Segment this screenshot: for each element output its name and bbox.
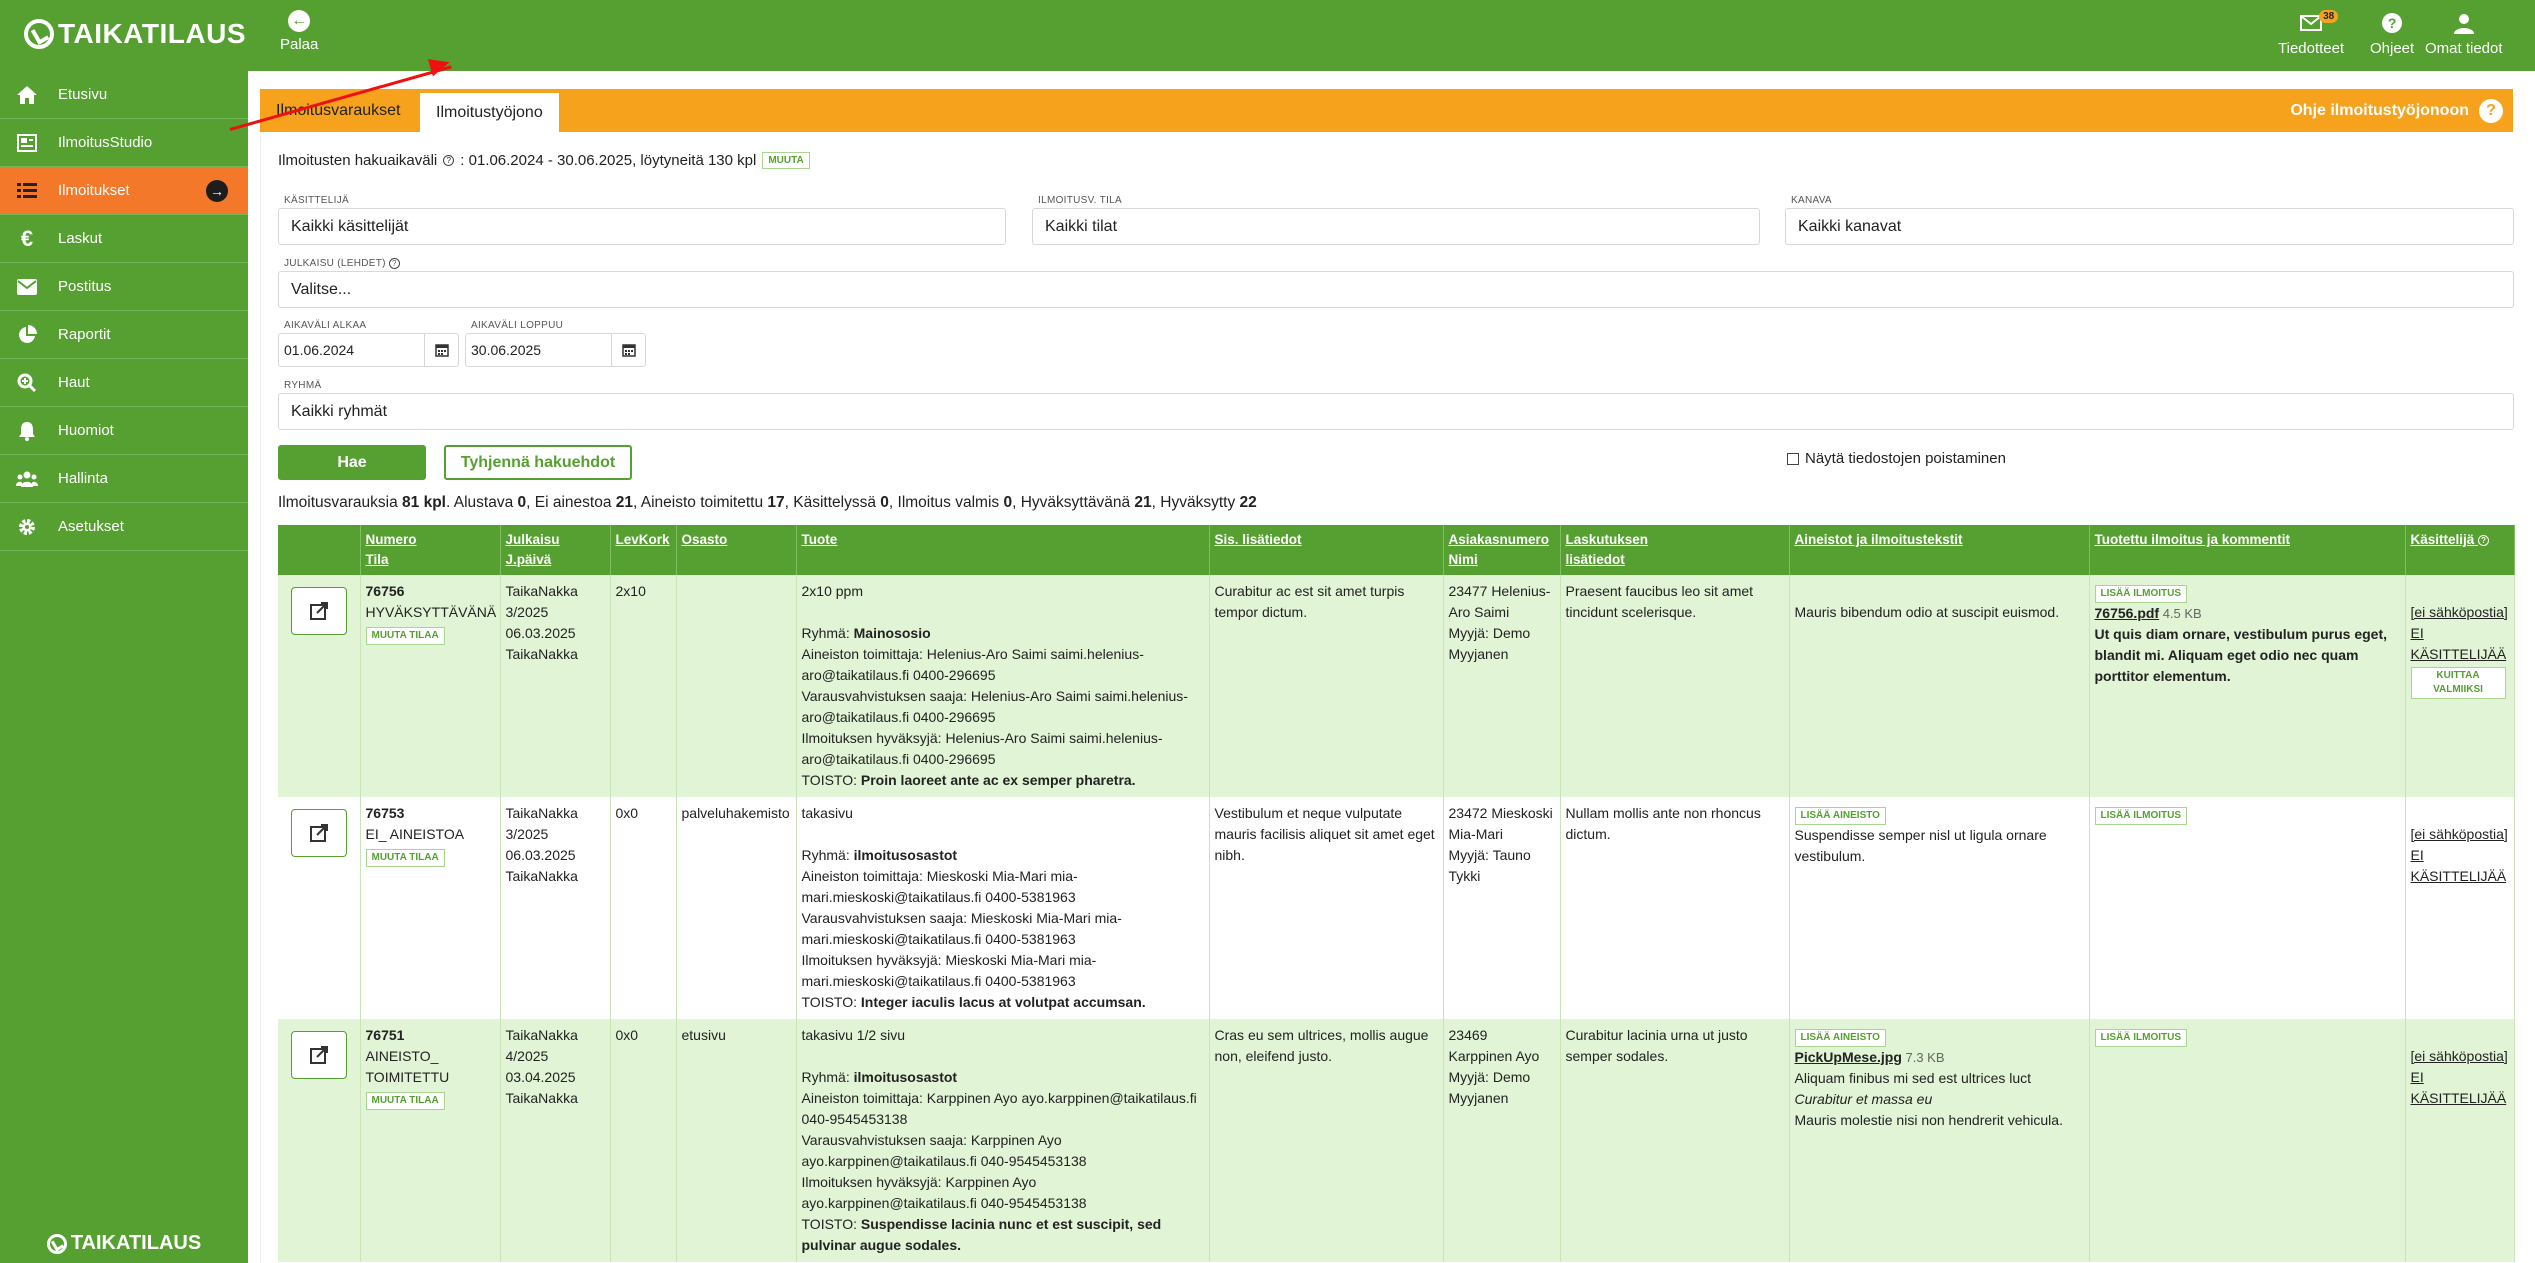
table-row: 76751 AINEISTO_ TOIMITETTU MUUTA TILAA TaikaNakka 4/2025 03.04.2025 TaikaNakka 0x0 etusivu takasivu 1/2 sivu Ryhmä: ilmoitusosastot Aineiston toimittaja: Karppinen Ayo ayo.karppinen@taikatilaus.fi 040-9545453138 Varausvahvistuksen saaja: Karppinen Ayo ayo.karppinen@taikatilaus.fi 040-9545453138 Ilmoituksen hyväksyjä: Karppinen Ayo ayo.karppinen@taikatilaus.fi 040-9545453138 TOISTO: Suspendisse lacinia nunc et est suscipit, sed pulvinar augue sodales. Cras eu sem ultrices, mollis augue non, eleifend justo. 23469 Karppinen Ayo Myyjä: Demo Myyjanen Curabitur lacinia urna ut justo semper sodales. LISÄÄ AINEISTO PickUpMese.jpg 7.3 KB Aliquam finibus mi sed est ultrices luct Curabitur et massa eu Mauris molestie nisi non hendrerit vehicula. LISÄÄ ILMOITUS [ei sähköpostia] EI KÄSITTELIJÄÄ — [278, 1019, 2514, 1262]
sidebar-item-label: Haut — [58, 374, 90, 391]
sidebar-item-huomiot[interactable] — [0, 407, 248, 455]
group-filter — [278, 380, 2514, 430]
col-numero[interactable]: Numero Tila — [360, 525, 500, 575]
row-materials: LISÄÄ AINEISTO Suspendisse semper nisl ut ligula ornare vestibulum. — [1789, 797, 2089, 1019]
publication-filter — [278, 258, 2514, 308]
row-section: etusivu — [676, 1019, 796, 1262]
table-row: 76753 EI_ AINEISTOA MUUTA TILAA TaikaNakka 3/2025 06.03.2025 TaikaNakka 0x0 palveluhakemisto takasivu Ryhmä: ilmoitusosastot Aineiston toimittaja: Mieskoski Mia-Mari mia-mari.mieskoski@taikatilaus.fi 0400-5381963 Varausvahvistuksen saaja: Mieskoski Mia-Mari mia-mari.mieskoski@taikatilaus.fi 0400-5381963 Ilmoituksen hyväksyjä: Mieskoski Mia-Mari mia-mari.mieskoski@taikatilaus.fi 0400-5381963 TOISTO: Integer iaculis lacus at volutpat accumsan. Vestibulum et neque vulputate mauris facilisis aliquet sit amet eget nibh. 23472 Mieskoski Mia-Mari Myyjä: Tauno Tykki Nullam mollis ante non rhoncus dictum. LISÄÄ AINEISTO Suspendisse semper nisl ut ligula ornare vestibulum. LISÄÄ ILMOITUS [ei sähköpostia] EI KÄSITTELIJÄÄ — [278, 797, 2514, 1019]
row-handler — [2405, 797, 2514, 1019]
open-external-icon[interactable] — [291, 1031, 347, 1079]
row-billing: Curabitur lacinia urna ut justo semper sodales. — [1560, 1019, 1789, 1262]
col-tuotettu[interactable]: Tuotettu ilmoitus ja kommentit — [2089, 525, 2405, 575]
end-date-filter — [465, 320, 646, 367]
start-date-label: AIKAVÄLI ALKAA — [284, 320, 367, 331]
top-bar — [0, 0, 2535, 71]
sidebar-item-label: IlmoitusStudio — [58, 134, 153, 151]
sidebar-item-ilmoitusstudio[interactable] — [0, 119, 248, 167]
euro-icon: € — [20, 225, 34, 251]
sidebar-item-raportit[interactable] — [0, 311, 248, 359]
calendar-icon[interactable] — [611, 334, 645, 366]
col-open — [278, 525, 360, 575]
arrow-right-icon: → — [206, 180, 228, 202]
end-date-input[interactable] — [465, 333, 646, 367]
sidebar-item-label: Asetukset — [58, 518, 124, 535]
tab-ilmoitusvaraukset[interactable]: Ilmoitusvaraukset — [276, 102, 401, 119]
back-label: Palaa — [280, 36, 319, 53]
row-size: 0x0 — [610, 1019, 676, 1262]
search-icon — [16, 372, 38, 394]
file-link[interactable]: 76756.pdf — [2094, 605, 2160, 621]
sidebar-item-label: Hallinta — [58, 470, 109, 487]
main-content — [260, 132, 2513, 1263]
tab-bar — [260, 89, 2513, 132]
sidebar — [0, 71, 248, 1263]
change-status-button[interactable]: MUUTA TILAA — [366, 849, 445, 867]
logo-mark-icon — [24, 19, 54, 49]
row-product: takasivu Ryhmä: ilmoitusosastot Aineiston toimittaja: Mieskoski Mia-Mari mia-mari.mieskoski@taikatilaus.fi 0400-5381963 Varausvahvistuksen saaja: Mieskoski Mia-Mari mia-mari.mieskoski@taikatilaus.fi 0400-5381963 Ilmoituksen hyväksyjä: Mieskoski Mia-Mari mia-mari.mieskoski@taikatilaus.fi 0400-5381963 TOISTO: Integer iaculis lacus at volutpat accumsan. — [796, 797, 1209, 1019]
status-summary: Ilmoitusvarauksia 81 kpl. Alustava 0, Ei ainestoa 21, Aineisto toimitettu 17, Käsittelyssä 0, Ilmoitus valmis 0, Hyväksyttävänä 21, Hyväksytty 22 — [278, 494, 1257, 511]
row-product: takasivu 1/2 sivu Ryhmä: ilmoitusosastot Aineiston toimittaja: Karppinen Ayo ayo.karppinen@taikatilaus.fi 040-9545453138 Varausvahvistuksen saaja: Karppinen Ayo ayo.karppinen@taikatilaus.fi 040-9545453138 Ilmoituksen hyväksyjä: Karppinen Ayo ayo.karppinen@taikatilaus.fi 040-9545453138 TOISTO: Suspendisse lacinia nunc et est suscipit, sed pulvinar augue sodales. — [796, 1019, 1209, 1262]
calendar-icon[interactable] — [424, 334, 458, 366]
mark-done-button[interactable]: KUITTAA VALMIIKSI — [2411, 667, 2506, 699]
profile-label: Omat tiedot — [2425, 40, 2503, 57]
users-icon — [16, 468, 38, 490]
info-icon[interactable]: ? — [2478, 535, 2489, 546]
add-ad-button[interactable]: LISÄÄ ILMOITUS — [2095, 585, 2188, 603]
col-asiakas[interactable]: Asiakasnumero Nimi — [1443, 525, 1560, 575]
clear-filters-button[interactable]: Tyhjennä hakuehdot — [444, 445, 632, 480]
notifications-count-badge: 38 — [2319, 10, 2338, 23]
help-label: Ohjeet — [2370, 40, 2415, 57]
change-status-button[interactable]: MUUTA TILAA — [366, 1092, 445, 1110]
row-produced: LISÄÄ ILMOITUS 76756.pdf 4.5 KB Ut quis diam ornare, vestibulum purus eget, blandit mi. Aliquam eget odio nec quam porttitor elementum. — [2089, 575, 2405, 797]
range-value: : 01.06.2024 - 30.06.2025, löytyneitä 130 kpl — [460, 152, 757, 169]
envelope-icon — [16, 276, 38, 298]
notifications-label: Tiedotteet — [2278, 40, 2345, 57]
search-range — [278, 152, 810, 169]
add-ad-button[interactable]: LISÄÄ ILMOITUS — [2095, 1029, 2188, 1047]
show-deleted-checkbox[interactable] — [1787, 453, 1799, 465]
work-queue-table — [278, 525, 2515, 1262]
sidebar-item-label: Etusivu — [58, 86, 108, 103]
row-section: palveluhakemisto — [676, 797, 796, 1019]
assign-handler-link[interactable]: EI KÄSITTELIJÄÄ — [2410, 847, 2507, 884]
end-date-value: 30.06.2025 — [471, 342, 542, 358]
table-row: 76756 HYVÄKSYTTÄVÄNÄ MUUTA TILAA TaikaNakka 3/2025 06.03.2025 TaikaNakka 2x10 2x10 ppm Ryhmä: Mainososio Aineiston toimittaja: Helenius-Aro Saimi saimi.helenius-aro@taikatilaus.fi 0400-296695 Varausvahvistuksen saaja: Helenius-Aro Saimi saimi.helenius-aro@taikatilaus.fi 0400-296695 Ilmoituksen hyväksyjä: Helenius-Aro Saimi saimi.helenius-aro@taikatilaus.fi 0400-296695 TOISTO: Proin laoreet ante ac ex semper pharetra. Curabitur ac est sit amet turpis tempor dictum. 23477 Helenius-Aro Saimi Myyjä: Demo Myyjanen Praesent faucibus leo sit amet tincidunt scelerisque. Mauris bibendum odio at suscipit euismod. LISÄÄ ILMOITUS 76756.pdf 4.5 KB Ut quis diam ornare, vestibulum purus eget, blandit mi. Aliquam eget odio nec quam porttitor elementum. [ei sähköpostia] EI KÄSITTELIJÄÄ KUITTAA VALMIIKSI — [278, 575, 2514, 797]
show-deleted-toggle[interactable] — [1787, 450, 2006, 467]
channel-label: KANAVA — [1791, 195, 1832, 206]
question-icon: ? — [2479, 99, 2503, 123]
sidebar-item-asetukset[interactable] — [0, 503, 248, 551]
row-number: 76753 — [365, 805, 405, 821]
row-materials: LISÄÄ AINEISTO PickUpMese.jpg 7.3 KB Aliquam finibus mi sed est ultrices luct Curabitur et massa eu Mauris molestie nisi non hendrerit vehicula. — [1789, 1019, 2089, 1262]
group-label: RYHMÄ — [284, 380, 322, 391]
sidebar-item-etusivu[interactable] — [0, 71, 248, 119]
sidebar-item-haut[interactable] — [0, 359, 248, 407]
sidebar-item-hallinta[interactable] — [0, 455, 248, 503]
row-status: AINEISTO_ TOIMITETTU — [365, 1048, 450, 1085]
sidebar-footer-logo — [0, 1232, 248, 1255]
assign-handler-link[interactable]: EI KÄSITTELIJÄÄ — [2410, 1069, 2507, 1106]
row-billing: Praesent faucibus leo sit amet tincidunt scelerisque. — [1560, 575, 1789, 797]
sidebar-item-ilmoitukset[interactable] — [0, 167, 248, 215]
notifications-button[interactable] — [2278, 10, 2344, 57]
sidebar-item-label: Raportit — [58, 326, 111, 343]
col-kasittelija[interactable]: Käsittelijä ? — [2405, 525, 2514, 575]
arrow-left-icon: ← — [288, 10, 310, 32]
user-icon — [2425, 10, 2503, 36]
row-customer: 23472 Mieskoski Mia-Mari Myyjä: Tauno Tykki — [1443, 797, 1560, 1019]
file-link[interactable]: PickUpMese.jpg — [1794, 1049, 1902, 1065]
change-status-button[interactable]: MUUTA TILAA — [366, 627, 445, 645]
row-produced — [2089, 1019, 2405, 1262]
add-ad-button[interactable]: LISÄÄ ILMOITUS — [2095, 807, 2188, 825]
handler-filter — [278, 195, 1006, 245]
row-notes: Vestibulum et neque vulputate mauris facilisis aliquet sit amet eget nibh. — [1209, 797, 1443, 1019]
handler-email-link[interactable]: [ei sähköpostia] — [2410, 604, 2508, 620]
bell-icon — [16, 420, 38, 442]
row-size: 2x10 — [610, 575, 676, 797]
row-status: HYVÄKSYTTÄVÄNÄ — [365, 604, 497, 620]
show-deleted-label: Näytä tiedostojen poistaminen — [1805, 450, 2006, 467]
start-date-input[interactable] — [278, 333, 459, 367]
status-label: ILMOITUSV. TILA — [1038, 195, 1122, 206]
row-billing: Nullam mollis ante non rhoncus dictum. — [1560, 797, 1789, 1019]
brand-logo[interactable] — [24, 18, 246, 50]
sidebar-item-label: Ilmoitukset — [58, 182, 130, 199]
open-external-icon[interactable] — [291, 809, 347, 857]
row-section — [676, 575, 796, 797]
info-icon[interactable]: ? — [443, 155, 454, 166]
row-product: 2x10 ppm Ryhmä: Mainososio Aineiston toimittaja: Helenius-Aro Saimi saimi.helenius-aro@taikatilaus.fi 0400-296695 Varausvahvistuksen saaja: Helenius-Aro Saimi saimi.helenius-aro@taikatilaus.fi 0400-296695 Ilmoituksen hyväksyjä: Helenius-Aro Saimi saimi.helenius-aro@taikatilaus.fi 0400-296695 TOISTO: Proin laoreet ante ac ex semper pharetra. — [796, 575, 1209, 797]
open-external-icon[interactable] — [291, 587, 347, 635]
end-date-label: AIKAVÄLI LOPPUU — [471, 320, 564, 331]
row-number: 76756 — [365, 583, 405, 599]
add-material-button[interactable]: LISÄÄ AINEISTO — [1795, 807, 1886, 825]
footer-brand-name: TAIKATILAUS — [70, 1232, 202, 1254]
comment-text: Ut quis diam ornare, vestibulum purus eget, blandit mi. Aliquam eget odio nec quam porttitor elementum. — [2094, 626, 2387, 684]
info-icon[interactable]: ? — [389, 258, 400, 269]
tab-help-label: Ohje ilmoitustyöjonoon — [2290, 102, 2469, 119]
row-status: EI_ AINEISTOA — [365, 826, 465, 842]
sidebar-item-label: Laskut — [58, 230, 103, 247]
handler-select[interactable]: Kaikki käsittelijät — [278, 208, 1006, 245]
col-laskutus[interactable]: Laskutuksen lisätiedot — [1560, 525, 1789, 575]
row-number: 76751 — [365, 1027, 405, 1043]
col-tuote[interactable]: Tuote — [796, 525, 1209, 575]
col-levkork[interactable]: LevKork — [610, 525, 676, 575]
col-sis-lisatiedot[interactable]: Sis. lisätiedot — [1209, 525, 1443, 575]
handler-email-link[interactable]: [ei sähköpostia] — [2410, 1048, 2508, 1064]
profile-button[interactable] — [2425, 10, 2503, 57]
home-icon — [16, 84, 38, 106]
group-select[interactable]: Kaikki ryhmät — [278, 393, 2514, 430]
list-icon — [16, 180, 38, 202]
tab-ilmoitustyojono[interactable]: Ilmoitustyöjono — [418, 91, 561, 132]
brand-name: TAIKATILAUS — [58, 18, 246, 49]
row-notes: Cras eu sem ultrices, mollis augue non, eleifend justo. — [1209, 1019, 1443, 1262]
help-button[interactable] — [2370, 10, 2414, 57]
publication-label: JULKAISU (LEHDET) ? — [284, 258, 2514, 269]
status-select[interactable]: Kaikki tilat — [1032, 208, 1760, 245]
back-button[interactable] — [280, 10, 318, 53]
publication-select[interactable]: Valitse... — [278, 271, 2514, 308]
help-icon: ? — [2370, 10, 2414, 36]
handler-email-link[interactable]: [ei sähköpostia] — [2410, 826, 2508, 842]
range-label: Ilmoitusten hakuaikaväli — [278, 152, 438, 169]
row-handler — [2405, 1019, 2514, 1262]
start-date-filter — [278, 320, 459, 367]
sidebar-item-label: Postitus — [58, 278, 112, 295]
gear-icon — [16, 516, 38, 538]
sidebar-item-label: Huomiot — [58, 422, 114, 439]
col-aineistot[interactable]: Aineistot ja ilmoitustekstit — [1789, 525, 2089, 575]
pie-chart-icon — [16, 324, 38, 346]
start-date-value: 01.06.2024 — [284, 342, 355, 358]
row-handler — [2405, 575, 2514, 797]
status-filter — [1032, 195, 1760, 245]
assign-handler-link[interactable]: EI KÄSITTELIJÄÄ — [2410, 625, 2507, 662]
row-materials: Mauris bibendum odio at suscipit euismod. — [1789, 575, 2089, 797]
studio-icon — [16, 132, 38, 154]
sidebar-item-postitus[interactable] — [0, 263, 248, 311]
tab-help-link[interactable] — [2290, 89, 2503, 132]
row-customer: 23469 Karppinen Ayo Myyjä: Demo Myyjanen — [1443, 1019, 1560, 1262]
search-button[interactable]: Hae — [278, 445, 426, 480]
mail-icon — [2281, 10, 2341, 36]
logo-mark-icon — [47, 1234, 67, 1254]
table-header-row — [278, 525, 2514, 575]
row-customer: 23477 Helenius-Aro Saimi Myyjä: Demo Myyjanen — [1443, 575, 1560, 797]
row-produced — [2089, 797, 2405, 1019]
channel-filter — [1785, 195, 2514, 245]
col-julkaisu[interactable]: Julkaisu J.päivä — [500, 525, 610, 575]
row-size: 0x0 — [610, 797, 676, 1019]
col-osasto[interactable]: Osasto — [676, 525, 796, 575]
row-notes: Curabitur ac est sit amet turpis tempor dictum. — [1209, 575, 1443, 797]
add-material-button[interactable]: LISÄÄ AINEISTO — [1795, 1029, 1886, 1047]
change-range-button[interactable]: MUUTA — [762, 152, 809, 169]
channel-select[interactable]: Kaikki kanavat — [1785, 208, 2514, 245]
sidebar-item-laskut[interactable] — [0, 215, 248, 263]
handler-label: KÄSITTELIJÄ — [284, 195, 349, 206]
